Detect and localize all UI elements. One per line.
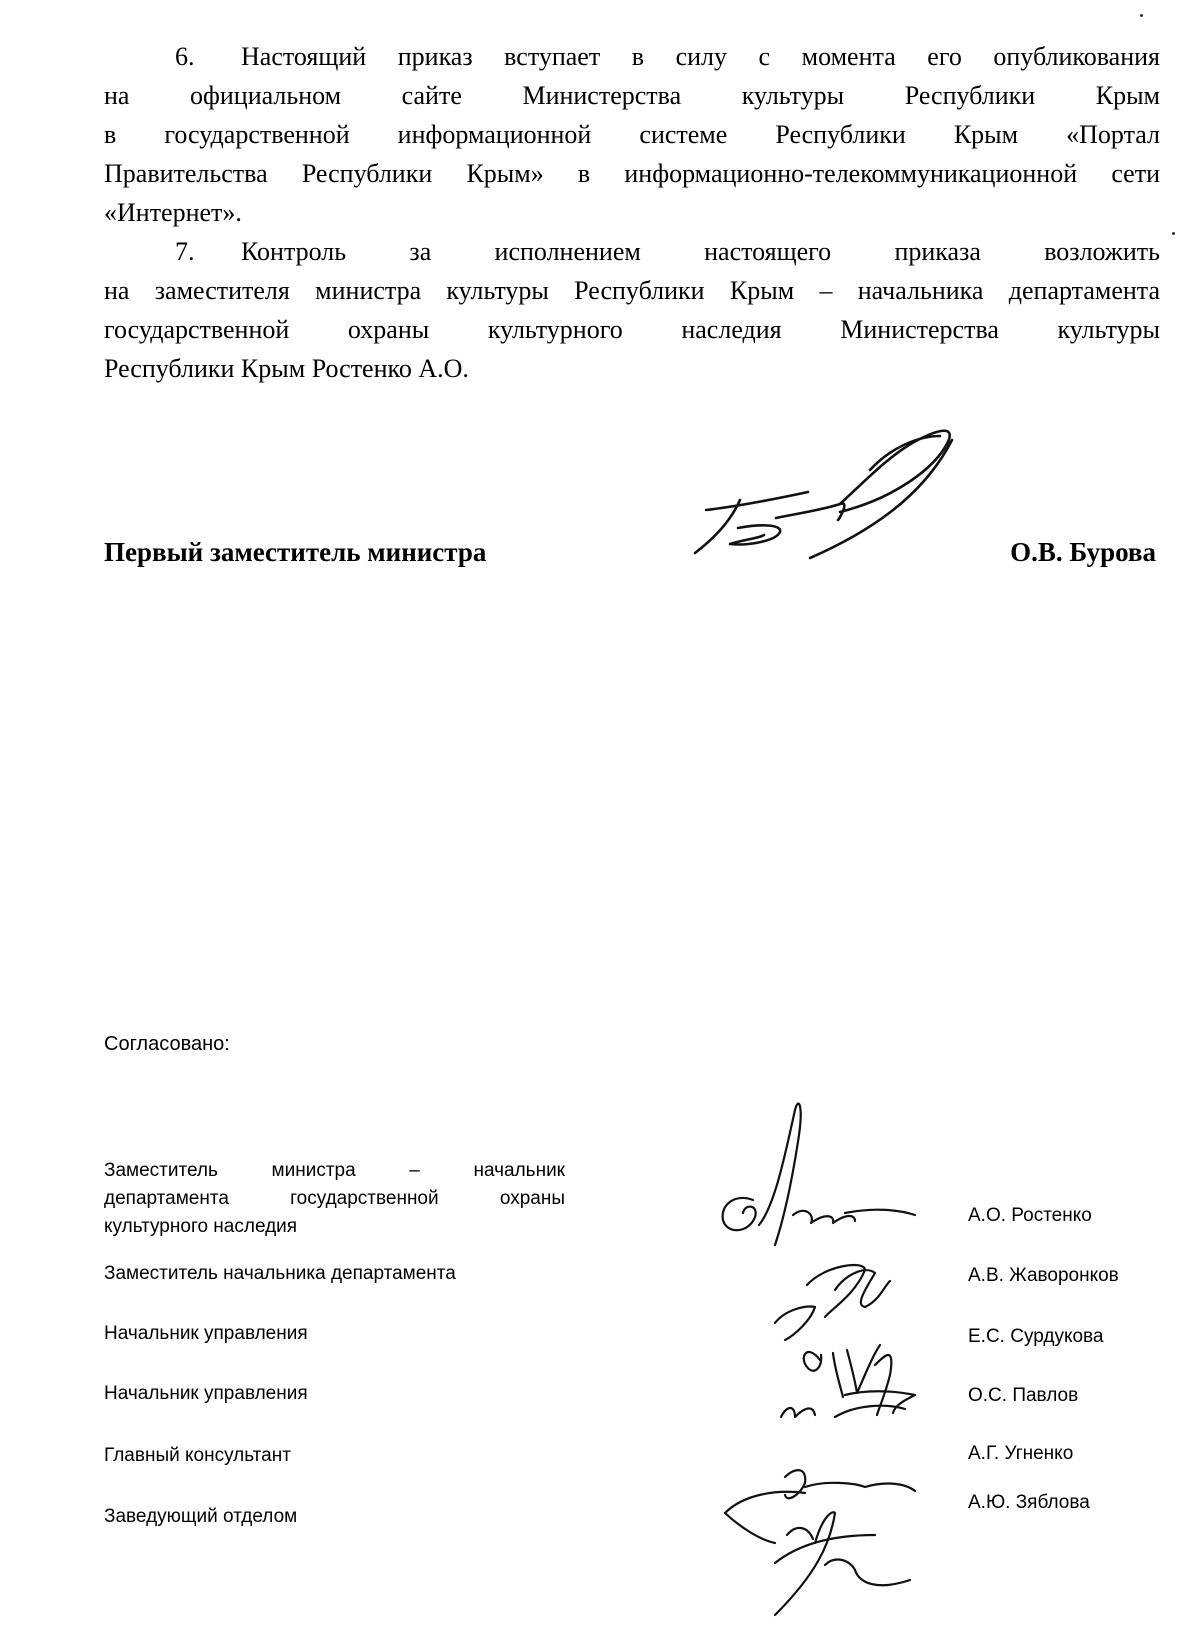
approver-position (104, 1157, 565, 1241)
approver-name: Е.С. Сурдукова (968, 1326, 1104, 1347)
paragraph-number: 6. (175, 42, 195, 71)
approver-name: А.О. Ростенко (968, 1205, 1092, 1226)
approver-name: А.В. Жаворонков (968, 1265, 1119, 1286)
approver-name: А.Г. Угненко (968, 1443, 1074, 1464)
handwritten-signatures (715, 1095, 965, 1635)
paragraph-line (104, 37, 1160, 76)
position-line: департамента государственной охраны (104, 1188, 565, 1209)
approver-name: О.С. Павлов (968, 1385, 1079, 1406)
paragraph-line: в государственной информационной системе Республики Крым «Портал (104, 120, 1160, 149)
paragraph-line: Правительства Республики Крым» в информационно-телекоммуникационной сети (104, 159, 1160, 188)
paragraph-7 (104, 232, 1160, 388)
position-line: культурного наследия (104, 1216, 298, 1237)
position-line: Заместитель министра – начальник (104, 1160, 565, 1181)
signatory-name: О.В. Бурова (1010, 537, 1156, 567)
paragraph-line: на официальном сайте Министерства культуры Республики Крым (104, 81, 1160, 110)
approver-name: А.Ю. Зяблова (968, 1492, 1090, 1513)
paragraph-line (104, 232, 1160, 271)
approver-position: Главный консультант (104, 1445, 291, 1466)
paragraph-text: Контроль за исполнением настоящего приказа возложить (241, 237, 1160, 266)
paragraph-line: государственной охраны культурного наследия Министерства культуры (104, 315, 1160, 344)
paragraph-number: 7. (175, 237, 195, 266)
approver-position: Начальник управления (104, 1383, 308, 1404)
approver-position: Заместитель начальника департамента (104, 1263, 456, 1284)
paragraph-6 (104, 37, 1160, 232)
paragraph-line: на заместителя министра культуры Республики Крым – начальника департамента (104, 276, 1160, 305)
scan-speck (1140, 14, 1143, 17)
signatory-title: Первый заместитель министра (104, 537, 487, 567)
paragraph-text: Настоящий приказ вступает в силу с момента его опубликования (241, 42, 1160, 71)
approval-heading: Согласовано: (104, 1033, 230, 1055)
approver-position: Начальник управления (104, 1323, 308, 1344)
scan-speck (1172, 232, 1175, 235)
paragraph-line: «Интернет». (104, 198, 242, 227)
approver-position: Заведующий отделом (104, 1506, 298, 1527)
handwritten-signature (690, 428, 1000, 588)
paragraph-line: Республики Крым Ростенко А.О. (104, 354, 469, 383)
